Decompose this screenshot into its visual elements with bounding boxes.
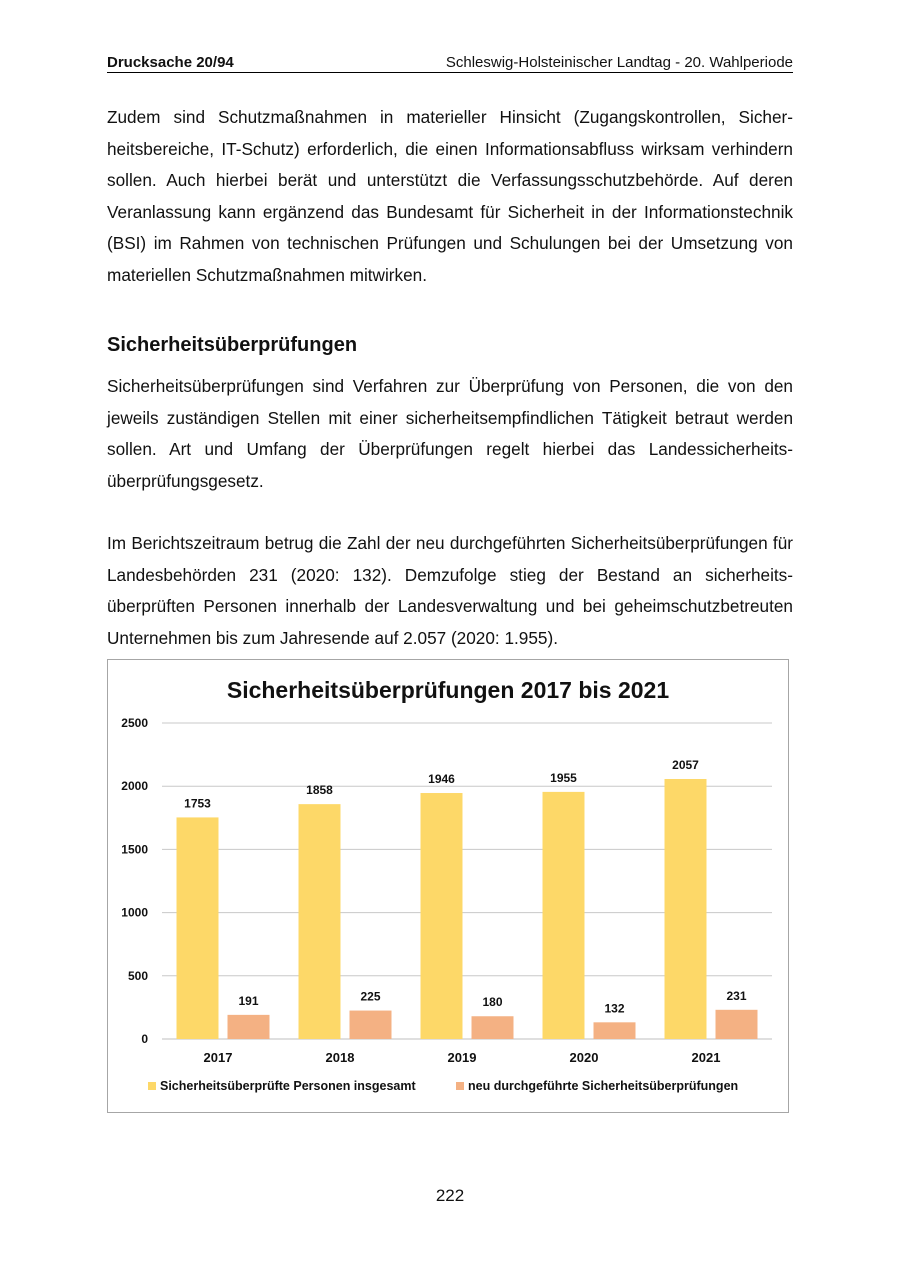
legend-label: neu durchgeführte Sicherheitsüberprüfungen xyxy=(468,1079,739,1093)
document-number: Drucksache 20/94 xyxy=(107,54,234,71)
x-tick-label: 2017 xyxy=(203,1050,233,1065)
paragraph-protective-measures: Zudem sind Schutzmaßnahmen in materieller Hinsicht (Zugangskontrollen, Sicherheitsbereiche, IT-Schutz) erforderlich, die einen Informationsabfluss wirksam verhindern sollen. Auch hierbei berät und unterstützt die Verfassungsschutzbehörde. Auf deren Veranlassung kann ergänzend das Bundesamt für Sicherheit in der Informationstechnik (BSI) im Rahmen von technischen Prüfungen und Schulungen bei der Umsetzung von materiellen Schutzmaßnahmen mitwirken. xyxy=(107,107,793,285)
x-tick-label: 2021 xyxy=(691,1050,721,1065)
data-label: 191 xyxy=(238,993,259,1008)
x-tick-label: 2019 xyxy=(447,1050,477,1065)
bar-total-2018 xyxy=(299,804,341,1039)
legend-label: Sicherheitsüberprüfte Personen insgesamt xyxy=(160,1079,416,1093)
y-tick-label: 1000 xyxy=(121,905,148,920)
bar-new-2017 xyxy=(228,1015,270,1039)
y-tick-label: 1500 xyxy=(121,842,148,857)
data-label: 231 xyxy=(726,988,747,1003)
bar-chart xyxy=(108,660,788,1112)
x-tick-label: 2018 xyxy=(325,1050,355,1065)
x-tick-label: 2020 xyxy=(569,1050,599,1065)
bar-total-2020 xyxy=(543,792,585,1039)
bar-total-2021 xyxy=(665,779,707,1039)
page-header xyxy=(107,54,793,73)
bar-new-2018 xyxy=(350,1011,392,1039)
y-tick-label: 500 xyxy=(127,968,148,983)
page-number: 222 xyxy=(435,1186,465,1205)
data-label: 225 xyxy=(360,989,381,1004)
y-tick-label: 2500 xyxy=(121,716,148,730)
parliament-title: Schleswig-Holsteinischer Landtag - 20. Wahlperiode xyxy=(445,54,793,71)
data-label: 1955 xyxy=(550,770,577,785)
paragraph-security-checks: Sicherheitsüberprüfungen sind Verfahren zur Überprüfung von Personen, die von den jeweils zuständigen Stellen mit einer sicherheitsempfindlichen Tätigkeit betraut werden sollen. Art und Umfang der Überprüfungen regelt hierbei das Landessicherheitsüberprüfungsgesetz. xyxy=(107,376,793,491)
bar-new-2020 xyxy=(594,1022,636,1039)
bar-total-2017 xyxy=(177,817,219,1039)
chart-title: Sicherheitsüberprüfungen 2017 bis 2021 xyxy=(226,677,670,703)
data-label: 2057 xyxy=(672,757,699,772)
paragraph-reporting-period: Im Berichtszeitraum betrug die Zahl der neu durchgeführten Sicherheitsüberprüfungen für Landesbehörden 231 (2020: 132). Demzufolge stieg der Bestand an sicherheitsüberprüften Personen innerhalb der Landesverwaltung und bei geheimschutzbetreuten Unternehmen bis zum Jahresende auf 2.057 (2020: 1.955). xyxy=(107,533,793,648)
y-tick-label: 2000 xyxy=(121,779,148,794)
data-label: 1858 xyxy=(306,783,333,798)
legend-swatch xyxy=(456,1082,464,1090)
bar-new-2019 xyxy=(472,1016,514,1039)
section-heading: Sicherheitsüberprüfungen xyxy=(107,334,358,356)
bar-total-2019 xyxy=(421,793,463,1039)
data-label: 180 xyxy=(482,995,503,1010)
data-label: 132 xyxy=(604,1001,625,1016)
data-label: 1753 xyxy=(184,796,211,811)
bar-new-2021 xyxy=(716,1010,758,1039)
chart-container xyxy=(107,659,789,1113)
legend-swatch xyxy=(148,1082,156,1090)
y-tick-label: 0 xyxy=(141,1032,148,1046)
data-label: 1946 xyxy=(428,772,455,787)
